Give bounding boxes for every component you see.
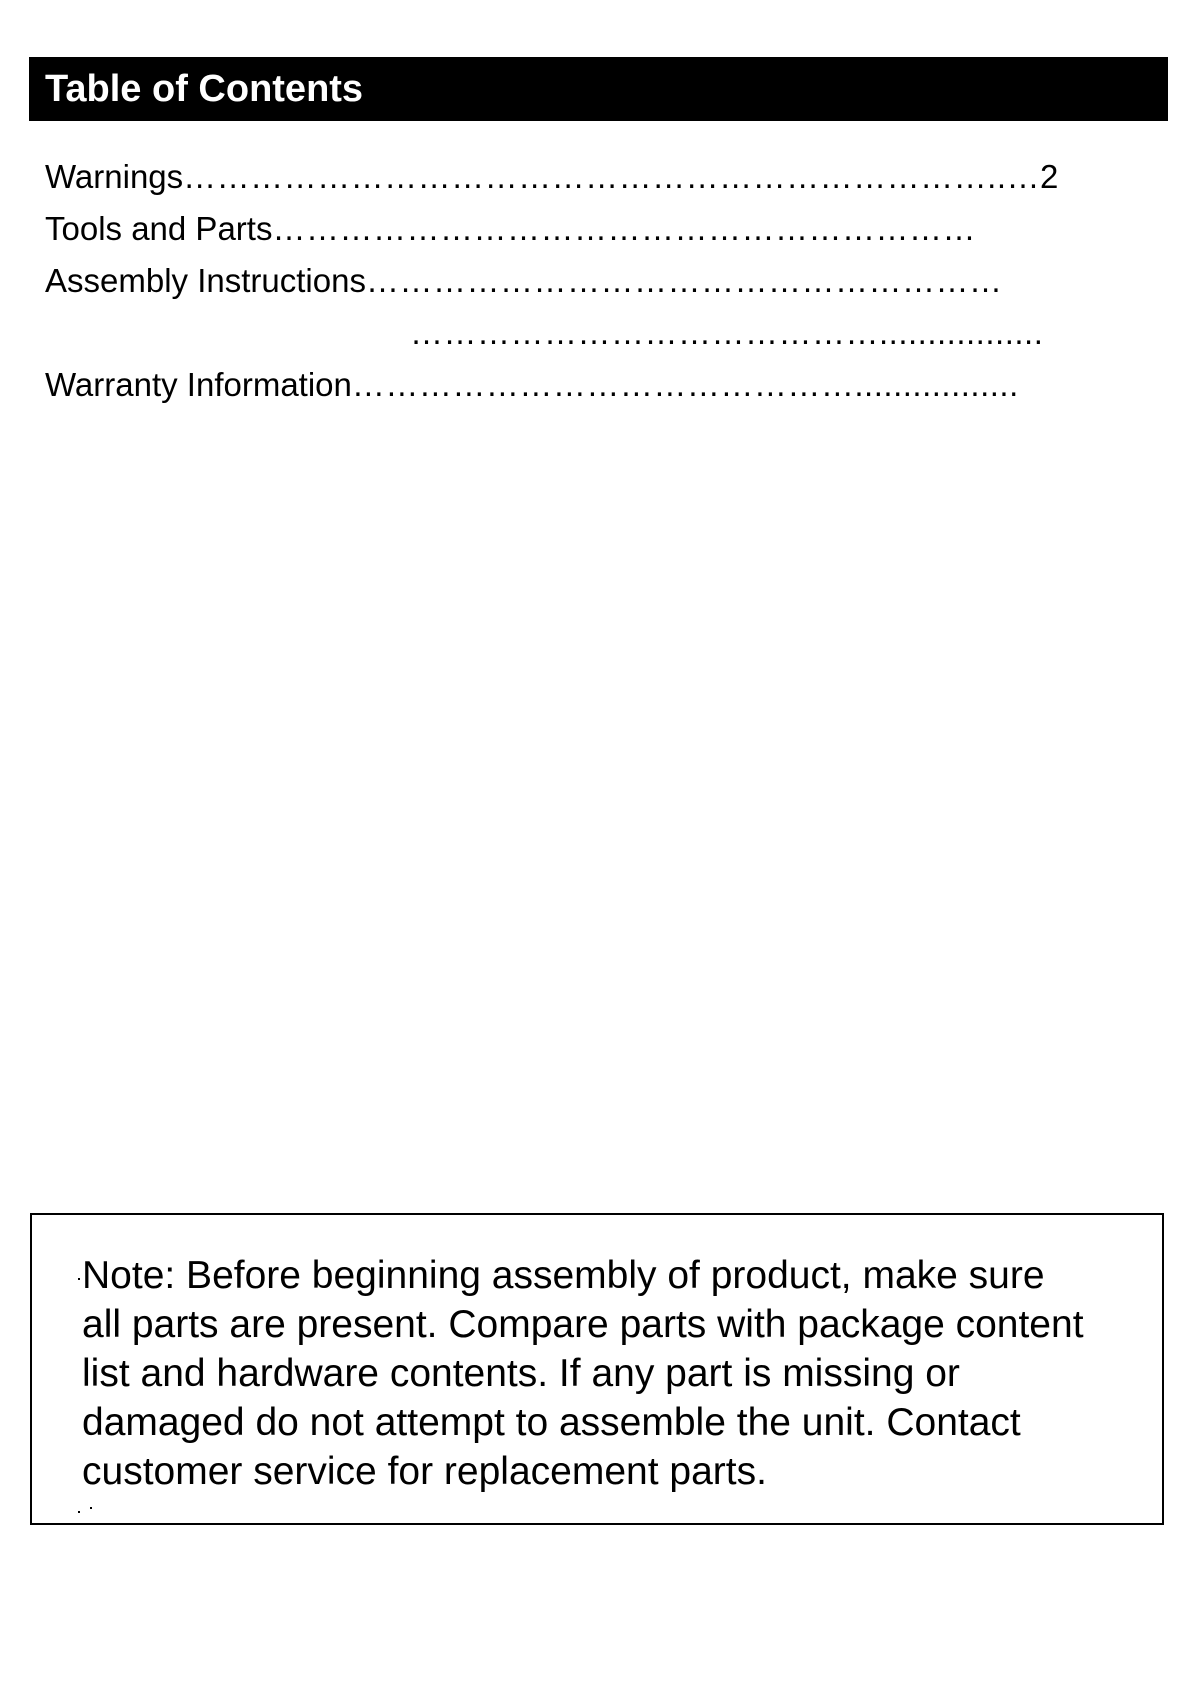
toc-page-number: 2: [1040, 158, 1059, 195]
toc-entry-warranty-information[interactable]: [45, 365, 1019, 405]
toc-leader-dots: ………………………………………………………………..…: [183, 158, 1040, 195]
toc-leader-dots: ………………………………………………………: [272, 210, 976, 247]
toc-entry-tools-and-parts[interactable]: [45, 209, 976, 249]
toc-entry-assembly-instructions[interactable]: [45, 261, 1002, 301]
assembly-note-box: [30, 1213, 1164, 1525]
toc-leader-dots: …………………………………….................: [410, 314, 1044, 351]
toc-entry-label: Warnings: [45, 158, 184, 195]
scan-speck: [78, 1511, 80, 1513]
assembly-note-text: Note: Before beginning assembly of product, make sure all parts are present. Compare parts with package content list and hardware contents. If any part is missing or damaged do not attempt to assemble the unit. Contact customer service for replacement parts.: [82, 1254, 1084, 1493]
scan-speck: [90, 1507, 92, 1509]
toc-entry-warnings[interactable]: [45, 157, 1058, 197]
page-title: Table of Contents: [45, 68, 364, 110]
table-of-contents: [45, 0, 1165, 420]
toc-entry-label: Warranty Information: [45, 366, 352, 403]
toc-entry-continuation: [410, 313, 1043, 353]
toc-entry-label: Tools and Parts: [45, 210, 273, 247]
toc-leader-dots: …………………………………………………: [365, 262, 1003, 299]
scan-speck: [78, 1278, 80, 1280]
toc-entry-label: Assembly Instructions: [45, 262, 366, 299]
toc-leader-dots: ……………………………………….................: [351, 366, 1019, 403]
